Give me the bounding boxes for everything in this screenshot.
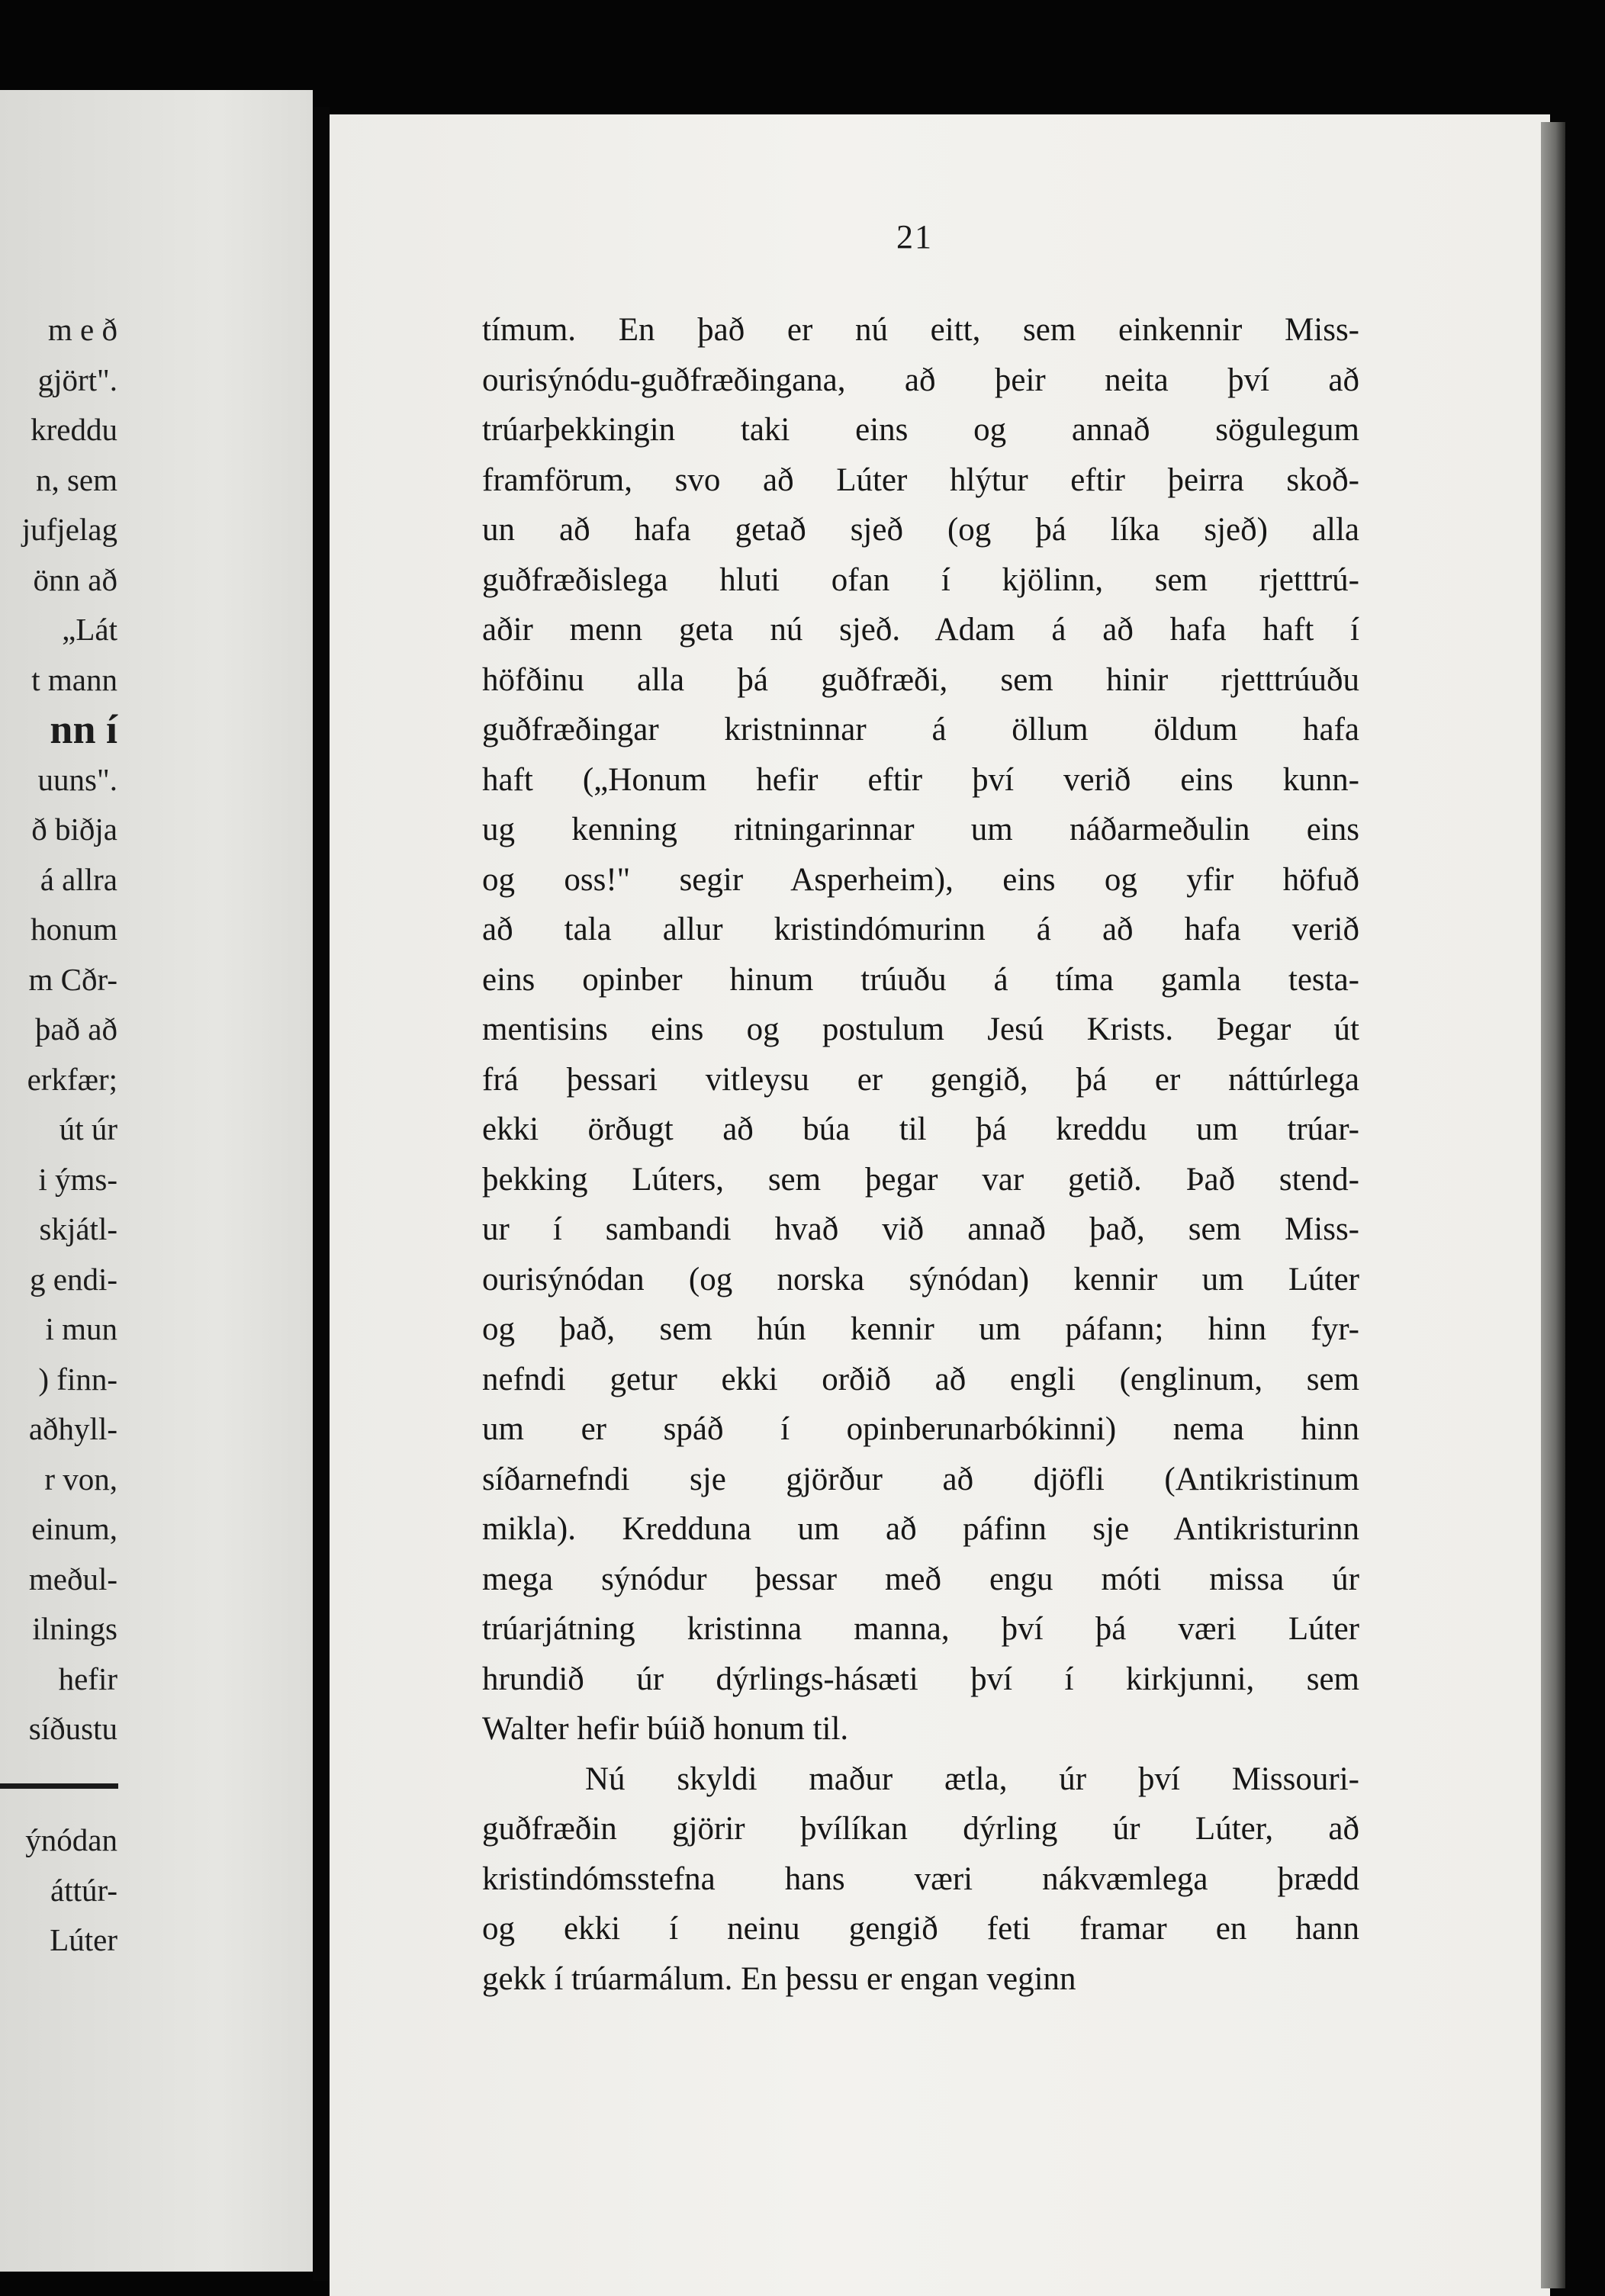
text-line: t mann (31, 661, 117, 697)
text-line: skjátl- (39, 1211, 117, 1246)
text-line: einum, (31, 1511, 117, 1546)
text-line: ug kenning ritningarinnar um náðarmeðulin eins (482, 812, 1359, 847)
text-line: ourisýnódan (og norska sýnódan) kennir um Lúter (482, 1261, 1359, 1298)
text-line: r von, (44, 1461, 117, 1497)
text-line: höfðinu alla þá guðfræði, sem hinir rjetttrúuðu (482, 661, 1359, 698)
text-line: síðarnefndi sje gjörður að djöfli (Antikristinum (482, 1461, 1359, 1497)
text-line: i ýms- (38, 1161, 117, 1197)
text-line: gjört". (37, 362, 117, 397)
text-line: ur í sambandi hvað við annað það, sem Miss- (482, 1211, 1359, 1247)
text-line: ð biðja (31, 812, 117, 847)
text-line: áttúr- (50, 1872, 117, 1908)
text-line: frá þessari vitleysu er gengið, þá er náttúrlega (482, 1061, 1359, 1098)
text-line: um er spáð í opinberunarbókinni) nema hinn (482, 1411, 1359, 1447)
text-line: kreddu (31, 412, 117, 447)
text-line: ourisýnódu-guðfræðingana, að þeir neita því að (482, 362, 1359, 398)
text-line: haft („Honum hefir eftir því verið eins kunn- (482, 761, 1359, 798)
text-line: Walter hefir búið honum til. (482, 1711, 849, 1747)
text-line: mikla). Kredduna um að páfinn sje Antikristurinn (482, 1511, 1359, 1547)
text-line: framförum, svo að Lúter hlýtur eftir þeirra skoð- (482, 461, 1359, 498)
page-number: 21 (896, 218, 933, 256)
text-line: á allra (40, 861, 117, 897)
text-line: un að hafa getað sjeð (og þá líka sjeð) alla (482, 512, 1359, 548)
text-line: ýnódan (25, 1822, 117, 1857)
text-line: erkfær; (27, 1061, 117, 1097)
text-line: uuns". (37, 761, 117, 797)
text-line: og oss!" segir Asperheim), eins og yfir höfuð (482, 861, 1359, 898)
text-line: aðhyll- (28, 1411, 117, 1446)
text-line: mega sýnódur þessar með engu móti missa úr (482, 1561, 1359, 1597)
text-line: jufjelag (21, 512, 117, 547)
text-line: önn að (33, 561, 117, 597)
text-line: nefndi getur ekki orðið að engli (englinum, sem (482, 1361, 1359, 1397)
text-line: að tala allur kristindómurinn á að hafa verið (482, 912, 1359, 947)
text-line: Lúter (50, 1922, 117, 1957)
text-line: ilnings (32, 1611, 117, 1646)
text-line: gekk í trúarmálum. En þessu er engan veginn (482, 1960, 1076, 1997)
text-line: og það, sem hún kennir um páfann; hinn fyr- (482, 1311, 1359, 1347)
text-line: kristindómsstefna hans væri nákvæmlega þrædd (482, 1860, 1359, 1897)
body-text (482, 305, 1359, 2004)
text-line: trúarþekkingin taki eins og annað sögulegum (482, 412, 1359, 448)
section-divider (0, 1783, 118, 1789)
text-line: guðfræðingar kristninnar á öllum öldum hafa (482, 712, 1359, 748)
left-page-text (0, 305, 117, 1754)
text-line: út úr (59, 1111, 117, 1146)
text-line: guðfræðin gjörir þvílíkan dýrling úr Lúter, að (482, 1811, 1359, 1847)
text-line: „Lát (62, 612, 117, 647)
text-line: ) finn- (38, 1361, 117, 1397)
book-gutter (313, 107, 330, 2281)
text-line: n, sem (35, 461, 117, 497)
text-line: Nú skyldi maður ætla, úr því Missouri- (585, 1761, 1359, 1797)
text-line: trúarjátning kristinna manna, því þá væri Lúter (482, 1611, 1359, 1647)
left-page-bottom-text (0, 1815, 117, 1966)
text-line: ekki örðugt að búa til þá kreddu um trúar- (482, 1111, 1359, 1147)
text-line: honum (31, 912, 117, 947)
text-line: tímum. En það er nú eitt, sem einkennir Miss- (482, 312, 1359, 348)
text-line: hrundið úr dýrlings-hásæti því í kirkjunni, sem (482, 1661, 1359, 1697)
text-line: nn í (50, 706, 117, 752)
text-line: þekking Lúters, sem þegar var getið. Það stend- (482, 1161, 1359, 1198)
text-line: guðfræðislega hluti ofan í kjölinn, sem rjetttrú- (482, 561, 1359, 598)
text-line: g endi- (30, 1261, 117, 1297)
text-line: i mun (45, 1311, 117, 1346)
text-line: það að (34, 1011, 117, 1047)
text-line: mentisins eins og postulum Jesú Krists. Þegar út (482, 1011, 1359, 1047)
text-line: m Cðr- (28, 961, 117, 997)
text-line: og ekki í neinu gengið feti framar en hann (482, 1911, 1359, 1947)
text-line: eins opinber hinum trúuðu á tíma gamla testa- (482, 961, 1359, 998)
text-line: meðul- (28, 1561, 117, 1597)
text-line: hefir (58, 1661, 117, 1696)
text-line: aðir menn geta nú sjeð. Adam á að hafa haft í (482, 612, 1359, 648)
page-edge (1541, 122, 1565, 2288)
text-line: síðustu (28, 1711, 117, 1746)
text-line: m e ð (47, 312, 117, 347)
